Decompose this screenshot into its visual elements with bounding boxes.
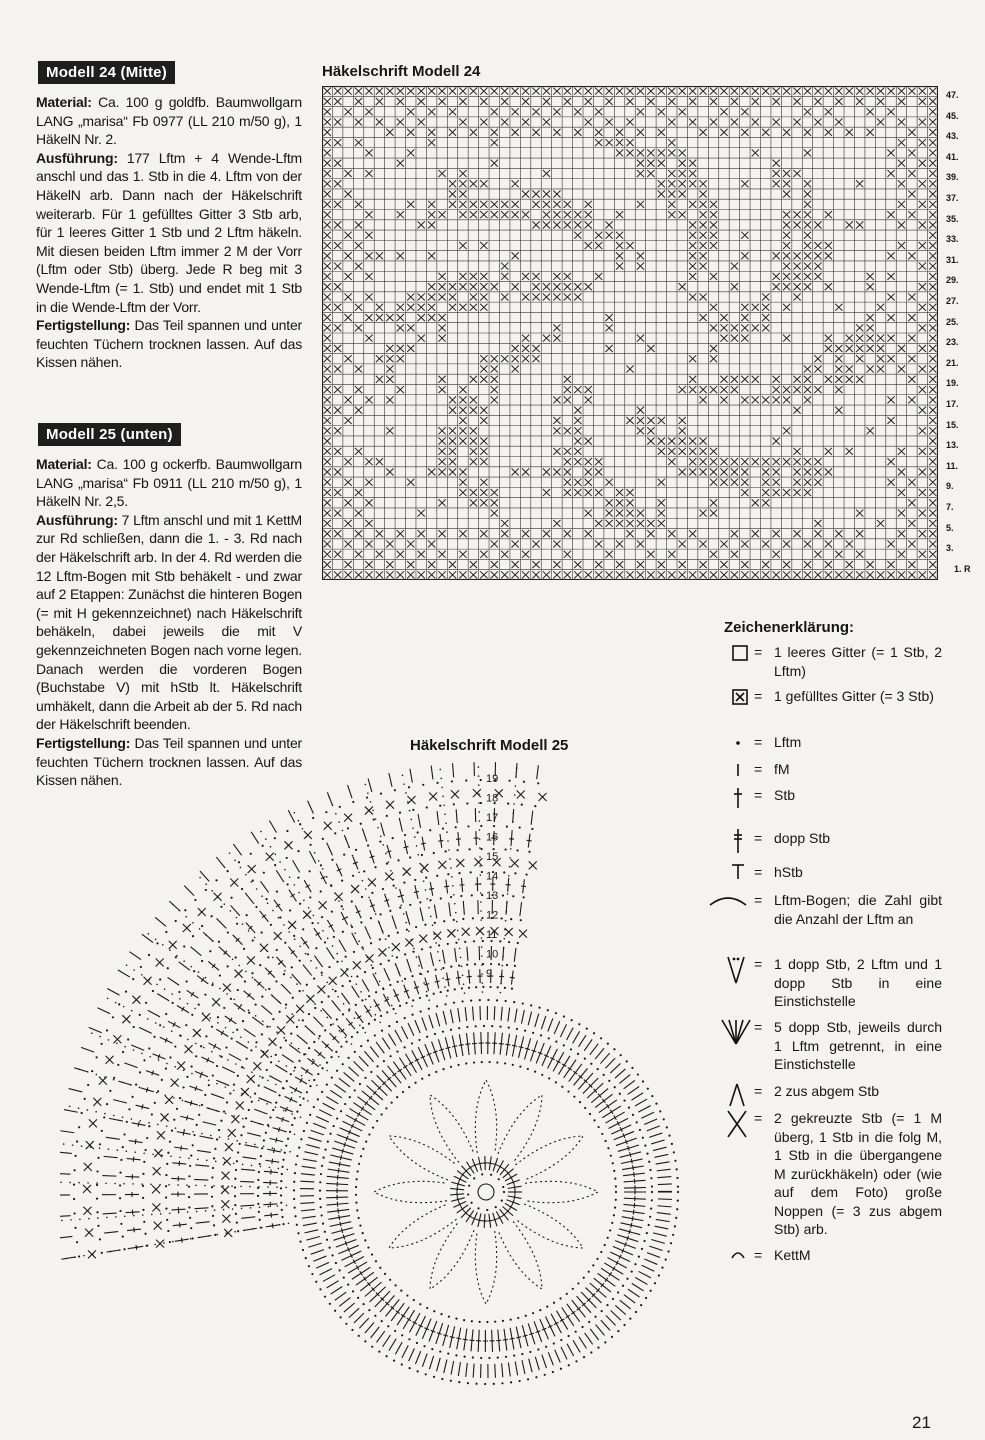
legend-text: Stb: [774, 787, 796, 803]
row-label: 15.: [946, 419, 959, 430]
round-label: 11: [486, 929, 498, 941]
equals-sign: =: [754, 644, 763, 660]
modell-24-instructions: [36, 93, 302, 372]
row-label: 11.: [946, 460, 959, 471]
material-label: Material:: [36, 456, 92, 472]
equals-sign: =: [754, 761, 763, 777]
row-label: 41.: [946, 151, 959, 162]
filet-grid-chart: [322, 86, 938, 580]
legend-text: 2 gekreuzte Stb (= 1 M überg, 1 Stb in die folg M, 1 Stb in die übergangene M zurückhäkeln) oder (wie auf dem Foto) große Noppen (= 3 zus abgem Stb) arb.: [774, 1110, 942, 1237]
modell-24-badge: Modell 24 (Mitte): [38, 61, 175, 84]
legend-text: Lftm: [774, 734, 802, 750]
material-text: Ca. 100 g goldfb. Baumwollgarn LANG „marisa“ Fb 0977 (LL 210 m/50 g), 1 HäkelN Nr. 2.: [36, 94, 302, 148]
legend-text: 1 leeres Gitter (= 1 Stb, 2 Lftm): [774, 644, 942, 679]
round-label: 9: [486, 968, 493, 980]
legend-text: 1 dopp Stb, 2 Lftm und 1 dopp Stb in eine Einstichstelle: [774, 956, 942, 1009]
modell-24-ausfuehrung: [36, 149, 302, 316]
legend-text: 2 zus abgem Stb: [774, 1083, 880, 1099]
modell-25-ausfuehrung: [36, 511, 302, 734]
equals-sign: =: [754, 892, 763, 908]
row-label: 23.: [946, 337, 959, 348]
material-label: Material:: [36, 94, 92, 110]
legend-text: dopp Stb: [774, 830, 831, 846]
legend-text: KettM: [774, 1247, 811, 1263]
round-label: 15: [486, 851, 499, 863]
modell-24-material: [36, 93, 302, 149]
fertigstellung-label: Fertigstellung:: [36, 317, 131, 334]
fertigstellung-text: Das Teil spannen und unter feuchten Tüchern trocknen lassen. Auf das Kissen nähen.: [36, 317, 302, 371]
row-label: 7.: [946, 502, 954, 512]
equals-sign: =: [754, 1083, 763, 1099]
row-label: 19.: [946, 378, 959, 389]
row-label: 35.: [946, 213, 959, 224]
round-labels: [486, 773, 498, 980]
row-label: 29.: [946, 275, 959, 286]
round-label: 18: [486, 792, 499, 805]
row-label: 43.: [946, 131, 959, 142]
legend-text: Lftm-Bogen; die Zahl gibt die Anzahl der Lftm an: [774, 892, 942, 927]
round-label: 19: [486, 773, 499, 785]
circular-crochet-diagram: [60, 760, 700, 1410]
modell-24-fertigstellung: [36, 316, 302, 372]
round-label: 13: [486, 890, 499, 902]
round-label: 12: [486, 909, 499, 922]
material-text: Ca. 100 g ockerfb. Baumwollgarn LANG „marisa“ Fb 0911 (LL 210 m/50 g), 1 HäkelN Nr. 2,5.: [36, 456, 302, 510]
row-label: 33.: [946, 234, 959, 245]
diagram-stitches: [60, 762, 679, 1385]
round-label: 10: [486, 948, 499, 961]
grid-lines: [322, 86, 938, 580]
legend-text: fM: [774, 761, 790, 777]
row-label: 3.: [946, 543, 954, 554]
row-label: 27.: [946, 296, 959, 306]
legend-text: 5 dopp Stb, jeweils durch 1 Lftm getrennt, in eine Einstichstelle: [774, 1019, 942, 1072]
ausfuehrung-label: Ausführung:: [36, 149, 118, 166]
page-number: 21: [912, 1413, 931, 1432]
row-label: 5.: [946, 522, 954, 533]
row-label: 13.: [946, 440, 959, 451]
equals-sign: =: [754, 1110, 763, 1126]
equals-sign: =: [754, 688, 763, 704]
modell-25-material: [36, 455, 302, 511]
round-label: 16: [486, 831, 499, 844]
legend-title: Zeichenerklärung:: [724, 619, 855, 636]
equals-sign: =: [754, 956, 763, 972]
equals-sign: =: [754, 864, 763, 880]
ausfuehrung-text: 7 Lftm anschl und mit 1 KettM zur Rd schließen, dann die 1. - 3. Rd nach der Häkelschrift arb. In der 4. Rd werden die 12 Lftm-Bogen mit Stb behäkelt - und zwar auf 2 Etappen: Zunächst die hinteren Bogen (= mit H gekennzeichnet) nach Häkelschrift behäkeln, dabei jeweils die mit V gekennzeichneten Bogen nach vorne legen. Danach werden die vorderen Bogen (Buchstabe V) mit hStb lt. Häkelschrift umhäkelt, dann die Arbeit ab der 5. Rd nach der Häkelschrift beenden.: [36, 511, 302, 733]
row-label: 31.: [946, 254, 959, 265]
row-label: 25.: [946, 316, 959, 327]
modell-25-badge: Modell 25 (unten): [38, 423, 181, 446]
ausfuehrung-label: Ausführung:: [36, 511, 118, 528]
equals-sign: =: [754, 734, 763, 750]
fertigstellung-label: Fertigstellung:: [36, 734, 131, 751]
ausfuehrung-text: 177 Lftm + 4 Wende-Lftm anschl und das 1. Stb in die 4. Lftm von der HäkelN arb. Dann nach der Häkelschrift weiterarb. Für 1 gefülltes Gitter 3 Stb arb, für 1 leeres Gitter 1 Stb und 2 Lftm häkeln. Mit diesen beiden Lftm immer 2 M der Vorr (Lftm oder Stb) überg. Jede R beg mit 3 Wende-Lftm (= 1. Stb) und endet mit 1 Stb in die Wende-Lftm der Vorr.: [36, 149, 302, 315]
equals-sign: =: [754, 787, 763, 803]
row-label: 17.: [946, 399, 959, 409]
row-label: 39.: [946, 172, 959, 183]
modell-25-instructions: [36, 455, 302, 790]
row-label: 1. R: [954, 563, 971, 574]
round-label: 17: [486, 812, 499, 824]
fertigstellung-text: Das Teil spannen und unter feuchten Tüchern trocknen lassen. Auf das Kissen nähen.: [36, 734, 302, 789]
equals-sign: =: [754, 1247, 763, 1263]
row-label: 21.: [946, 357, 959, 368]
chart-25-title: Häkelschrift Modell 25: [410, 737, 569, 754]
legend-text: hStb: [774, 864, 803, 880]
chart-24-title: Häkelschrift Modell 24: [322, 63, 481, 80]
equals-sign: =: [754, 830, 763, 846]
round-label: 14: [486, 870, 499, 883]
equals-sign: =: [754, 1019, 763, 1035]
legend-text: 1 gefülltes Gitter (= 3 Stb): [774, 688, 934, 704]
row-label: 9.: [946, 481, 954, 492]
row-label: 45.: [946, 110, 959, 121]
row-label: 47.: [946, 90, 959, 100]
row-label: 37.: [946, 193, 959, 203]
